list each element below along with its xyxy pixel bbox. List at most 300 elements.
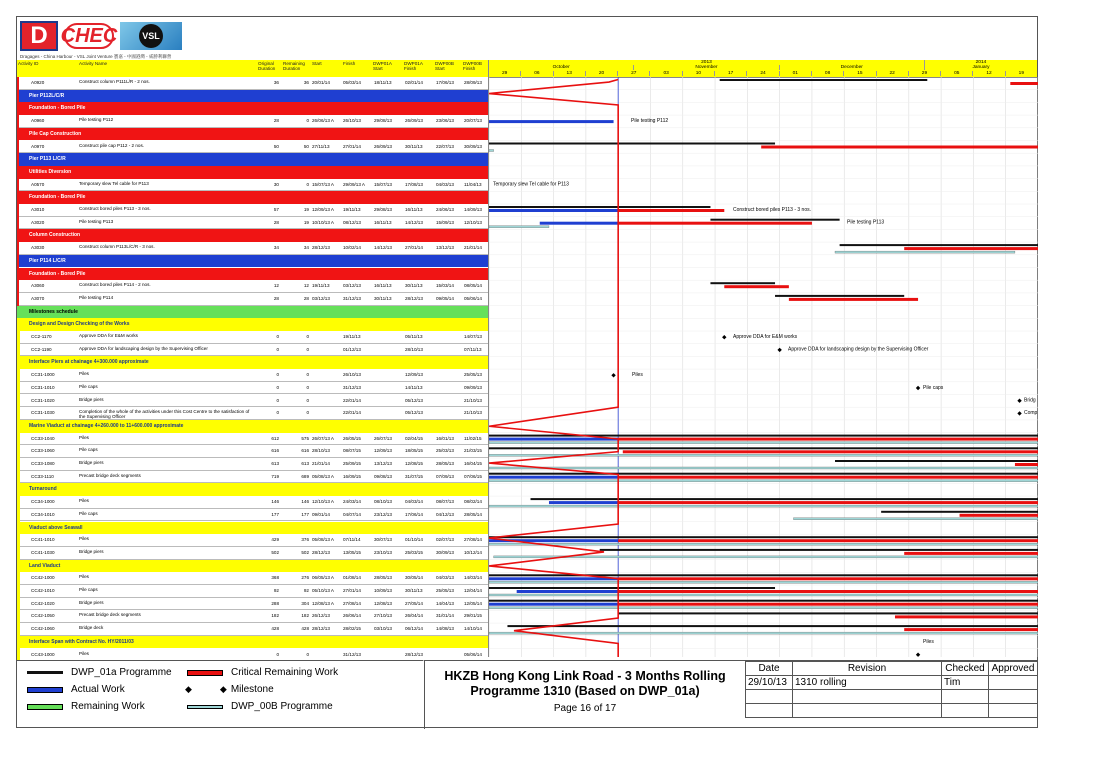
title-line-2: Programme 1310 (Based on DWP_01a) bbox=[470, 684, 700, 698]
cell-dwp00b-finish: 21/01/14 bbox=[464, 245, 482, 251]
cell-start-date: 05/10/13 A bbox=[312, 588, 334, 593]
group-header-label: Pier P113 L/C/R bbox=[29, 156, 66, 163]
cell-dwp01a-finish: 28/10/13 bbox=[405, 346, 423, 352]
cell-original-duration: 182 bbox=[271, 613, 279, 619]
table-row bbox=[17, 572, 488, 585]
cell-activity-id: CC31-1000 bbox=[31, 372, 55, 378]
actual-work-bar bbox=[540, 222, 618, 225]
cell-activity-name: Piles bbox=[79, 536, 89, 542]
cell-start-date: 21/01/14 bbox=[312, 461, 330, 466]
table-row bbox=[17, 242, 488, 255]
timeline-week: 08 bbox=[811, 71, 843, 76]
cell-dwp01a-start: 26/09/13 bbox=[374, 143, 392, 149]
cell-activity-id: CC33-1080 bbox=[31, 461, 55, 466]
cell-activity-id: CC42-1010 bbox=[31, 588, 55, 593]
cell-remaining-duration: 376 bbox=[301, 537, 309, 543]
table-row bbox=[17, 204, 488, 217]
timeline-week: 29 bbox=[488, 71, 520, 76]
critical-work-bar bbox=[960, 514, 1038, 517]
table-row bbox=[17, 280, 488, 293]
gantt-label: Construct bored piles P113 - 3 nos. bbox=[733, 207, 812, 213]
cell-dwp00b-start: 13/12/13 bbox=[436, 245, 454, 251]
rev-empty-cell bbox=[942, 690, 989, 704]
cell-finish-date: 08/07/15 bbox=[343, 448, 361, 454]
cell-remaining-duration: 0 bbox=[306, 384, 309, 390]
cell-dwp00b-finish: 08/02/14 bbox=[464, 499, 482, 505]
cell-remaining-duration: 34 bbox=[303, 245, 309, 251]
cell-finish-date: 27/01/14 bbox=[343, 143, 361, 149]
cell-activity-name: Bridge piers bbox=[79, 396, 104, 402]
cell-original-duration: 719 bbox=[271, 473, 279, 479]
cell-start-date: 20/01/14 bbox=[312, 80, 330, 85]
cell-dwp01a-finish: 14/12/13 bbox=[405, 219, 423, 225]
legend-critical bbox=[187, 667, 338, 678]
legend-actual-swatch bbox=[27, 687, 63, 693]
group-header-label: Milestones schedule bbox=[29, 308, 78, 315]
col-activity-name: Activity Name bbox=[79, 61, 108, 66]
cell-remaining-duration: 0 bbox=[306, 410, 309, 416]
group-header-label: Column Construction bbox=[29, 232, 81, 239]
cell-original-duration: 50 bbox=[273, 143, 279, 149]
cell-activity-name: Piles bbox=[79, 498, 89, 504]
critical-work-bar bbox=[618, 603, 1038, 606]
table-row bbox=[17, 623, 488, 636]
cell-finish-date: 27/08/14 bbox=[343, 600, 361, 606]
critical-work-bar bbox=[1015, 463, 1038, 466]
cell-dwp01a-start: 10/09/13 bbox=[374, 588, 392, 593]
cell-dwp01a-finish: 02/04/15 bbox=[405, 435, 423, 441]
cell-start-date: 05/08/13 A bbox=[312, 473, 334, 479]
cell-finish-date: 22/01/14 bbox=[343, 410, 361, 416]
cell-activity-name: Pile testing P113 bbox=[79, 218, 114, 224]
table-row bbox=[17, 407, 488, 420]
cell-original-duration: 0 bbox=[276, 397, 279, 403]
cell-dwp01a-start: 09/08/13 bbox=[374, 473, 392, 479]
cell-dwp00b-start: 09/05/14 bbox=[436, 295, 454, 301]
milestone-marker bbox=[611, 373, 615, 377]
cell-dwp01a-finish: 05/12/13 bbox=[405, 397, 423, 403]
group-header-label: Pile Cap Construction bbox=[29, 130, 82, 137]
group-header-row bbox=[17, 522, 488, 535]
rev-empty-cell bbox=[793, 690, 942, 704]
cell-activity-id: A3010 bbox=[31, 207, 45, 212]
cell-activity-id: A0920 bbox=[31, 80, 45, 85]
group-header-row bbox=[17, 90, 488, 103]
actual-work-bar bbox=[489, 209, 618, 212]
cell-original-duration: 146 bbox=[271, 499, 279, 505]
table-row bbox=[17, 585, 488, 598]
cell-original-duration: 177 bbox=[271, 511, 279, 517]
cell-original-duration: 0 bbox=[276, 334, 279, 339]
cell-dwp00b-start: 07/09/13 bbox=[436, 473, 454, 479]
rev-empty-cell bbox=[746, 690, 793, 704]
cell-finish-date: 05/03/14 bbox=[343, 80, 361, 85]
cell-remaining-duration: 19 bbox=[303, 207, 309, 212]
cell-finish-date: 07/11/14 bbox=[343, 537, 361, 543]
col-dwp01a-start: DWP01A Start bbox=[373, 61, 392, 71]
table-row bbox=[17, 445, 488, 458]
cell-activity-name: Bridge deck bbox=[79, 625, 104, 631]
cell-dwp01a-finish: 18/05/15 bbox=[405, 448, 423, 454]
dwp00b-bar bbox=[489, 480, 1038, 482]
cell-dwp01a-finish: 27/05/14 bbox=[405, 600, 423, 606]
cell-activity-id: CC43-1000 bbox=[31, 651, 55, 657]
rev-revision: 1310 rolling bbox=[793, 676, 942, 690]
cell-finish-date: 29/09/13 A bbox=[343, 181, 365, 187]
cell-activity-id: A3060 bbox=[31, 283, 45, 289]
milestone-marker bbox=[916, 653, 920, 657]
cell-finish-date: 26/10/13 bbox=[343, 118, 361, 124]
dwp01a-bar bbox=[489, 447, 1038, 449]
cell-activity-id: CC2-1170 bbox=[31, 334, 52, 339]
actual-work-bar bbox=[549, 501, 618, 504]
cell-original-duration: 428 bbox=[271, 626, 279, 632]
gantt-label: Pile testing P113 bbox=[847, 219, 885, 226]
cell-start-date: 28/10/13 bbox=[312, 448, 330, 454]
cell-activity-id: A3070 bbox=[31, 295, 45, 301]
group-header-row bbox=[17, 102, 488, 115]
cell-original-duration: 28 bbox=[273, 219, 279, 225]
table-row bbox=[17, 179, 488, 192]
timeline-week: 27 bbox=[617, 71, 649, 76]
legend-milestone-label: Milestone bbox=[230, 684, 274, 695]
cell-finish-date: 24/03/14 bbox=[343, 499, 361, 505]
cell-activity-id: CC31-1010 bbox=[31, 384, 55, 390]
cell-original-duration: 12 bbox=[273, 283, 279, 289]
cell-dwp00b-finish: 21/03/15 bbox=[464, 448, 482, 454]
dwp00b-bar bbox=[489, 467, 1038, 469]
cell-remaining-duration: 177 bbox=[301, 511, 309, 517]
timeline-week: 12 bbox=[972, 71, 1004, 76]
cell-activity-name: Pile caps bbox=[79, 510, 98, 516]
dwp01a-bar bbox=[775, 295, 904, 297]
cell-activity-name: Construct bored piles P113 - 3 nos. bbox=[79, 206, 151, 211]
cell-dwp01a-finish: 17/06/14 bbox=[405, 511, 423, 517]
cell-remaining-duration: 502 bbox=[301, 549, 309, 555]
gantt-label: Pile testing P112 bbox=[631, 118, 669, 125]
cell-activity-name: Piles bbox=[79, 434, 89, 440]
cell-dwp00b-finish: 25/05/13 bbox=[464, 372, 482, 378]
cell-dwp01a-finish: 30/11/13 bbox=[405, 143, 423, 149]
col-original-duration: Original Duration bbox=[258, 61, 276, 71]
page-number: Page 16 of 17 bbox=[553, 703, 617, 714]
group-header-row bbox=[17, 483, 488, 496]
cell-dwp00b-start: 28/05/13 bbox=[436, 461, 454, 466]
cell-start-date: 26/06/13 A bbox=[312, 118, 334, 124]
dwp01a-bar bbox=[489, 536, 1038, 538]
cell-finish-date: 26/05/15 bbox=[343, 435, 361, 441]
table-row bbox=[17, 598, 488, 611]
actual-work-bar bbox=[489, 476, 618, 479]
timeline-week: 17 bbox=[714, 71, 746, 76]
col-start: Start bbox=[312, 61, 322, 66]
table-row bbox=[17, 610, 488, 623]
cell-finish-date: 31/12/13 bbox=[343, 651, 361, 657]
timeline-month: January bbox=[924, 65, 1037, 70]
cell-activity-name: Pile caps bbox=[79, 447, 98, 453]
cell-dwp00b-start: 08/07/13 bbox=[436, 499, 454, 505]
milestone-marker bbox=[722, 335, 726, 339]
table-row bbox=[17, 547, 488, 560]
table-header bbox=[17, 60, 488, 78]
dwp00b-bar bbox=[793, 518, 1038, 520]
cell-original-duration: 616 bbox=[271, 448, 279, 454]
cell-start-date: 06/05/13 A bbox=[312, 575, 334, 581]
cell-dwp01a-start: 29/08/13 bbox=[374, 207, 392, 212]
table-row bbox=[17, 471, 488, 484]
dwp00b-bar bbox=[489, 442, 1038, 444]
cell-dwp01a-start: 18/11/13 bbox=[374, 80, 392, 85]
group-header-label: Turnaround bbox=[29, 486, 57, 493]
cell-dwp01a-finish: 04/03/14 bbox=[405, 499, 423, 505]
cell-dwp00b-finish: 07/11/13 bbox=[464, 346, 482, 352]
cell-dwp00b-finish: 27/08/14 bbox=[464, 537, 482, 543]
cell-dwp01a-start: 16/11/13 bbox=[374, 219, 392, 225]
critical-work-bar bbox=[618, 577, 1038, 580]
joint-venture-text: Dragages - China Harbour - VSL Joint Venture 寶嘉 - 中國港灣 - 威勝利聯營 bbox=[20, 54, 172, 59]
cell-activity-id: A0570 bbox=[31, 181, 45, 187]
cell-activity-name: Pile caps bbox=[79, 587, 98, 592]
cell-start-date: 28/12/13 bbox=[312, 549, 330, 555]
cell-original-duration: 0 bbox=[276, 651, 279, 657]
cell-activity-name: Bridge piers bbox=[79, 460, 104, 465]
milestone-marker bbox=[916, 386, 920, 390]
cell-start-date: 12/10/13 A bbox=[312, 499, 334, 505]
group-header-label: Foundation - Bored Pile bbox=[29, 270, 86, 277]
cell-dwp01a-start: 08/10/13 bbox=[374, 499, 392, 505]
cell-original-duration: 36 bbox=[273, 80, 279, 85]
cell-activity-name: Pile testing P112 bbox=[79, 117, 114, 123]
table-row bbox=[17, 141, 488, 154]
legend-actual-label: Actual Work bbox=[71, 684, 125, 695]
critical-work-bar bbox=[618, 590, 1038, 593]
cell-remaining-duration: 146 bbox=[301, 499, 309, 505]
cell-dwp01a-finish: 14/11/13 bbox=[405, 384, 423, 390]
gantt-label: Temporary slew Tel cable for P113 bbox=[493, 181, 569, 188]
table-row bbox=[17, 369, 488, 382]
cell-activity-id: CC41-1030 bbox=[31, 549, 55, 555]
cell-original-duration: 28 bbox=[273, 295, 279, 301]
cell-dwp01a-finish: 25/03/15 bbox=[405, 549, 423, 555]
timeline-week: 20 bbox=[585, 71, 617, 76]
critical-work-bar bbox=[904, 628, 1038, 631]
cell-dwp00b-start: 02/07/13 bbox=[436, 537, 454, 543]
timeline-year: 2013 bbox=[488, 60, 924, 65]
table-row bbox=[17, 77, 488, 90]
cell-remaining-duration: 182 bbox=[301, 613, 309, 619]
cell-activity-id: CC42-1050 bbox=[31, 613, 55, 619]
dwp00b-bar bbox=[835, 251, 1015, 253]
cell-dwp01a-finish: 27/01/14 bbox=[405, 245, 423, 251]
cell-remaining-duration: 689 bbox=[301, 473, 309, 479]
cell-remaining-duration: 92 bbox=[303, 588, 309, 593]
rev-empty-cell bbox=[989, 704, 1038, 718]
cell-original-duration: 0 bbox=[276, 384, 279, 390]
col-activity-id: Activity ID bbox=[18, 61, 39, 66]
rev-header-revision: Revision bbox=[793, 662, 942, 676]
rev-header-approved: Approved bbox=[989, 662, 1038, 676]
cell-original-duration: 0 bbox=[276, 410, 279, 416]
cell-dwp00b-finish: 07/06/15 bbox=[464, 473, 482, 479]
cell-dwp01a-finish: 12/09/13 bbox=[405, 372, 423, 378]
cell-start-date: 26/12/13 bbox=[312, 613, 330, 619]
cell-finish-date: 26/06/14 bbox=[343, 613, 361, 619]
cell-remaining-duration: 613 bbox=[301, 461, 309, 466]
critical-work-bar bbox=[618, 476, 1038, 479]
critical-work-bar bbox=[761, 146, 1038, 149]
critical-work-bar bbox=[904, 247, 1038, 250]
actual-work-bar bbox=[517, 590, 618, 593]
legend-milestone bbox=[185, 684, 274, 695]
timeline-week: 03 bbox=[649, 71, 681, 76]
cell-activity-id: A3030 bbox=[31, 245, 45, 251]
cell-dwp00b-finish: 11/02/15 bbox=[464, 435, 482, 441]
group-header-row bbox=[17, 166, 488, 179]
cell-dwp00b-finish: 11/04/13 bbox=[464, 181, 482, 187]
milestone-diamond-icon-2: ◆ bbox=[219, 684, 227, 694]
dwp00b-bar bbox=[489, 543, 1038, 545]
cell-original-duration: 34 bbox=[273, 245, 279, 251]
cell-remaining-duration: 304 bbox=[301, 600, 309, 606]
cell-remaining-duration: 0 bbox=[306, 118, 309, 124]
timeline-week: 29 bbox=[908, 71, 940, 76]
cell-activity-id: A0970 bbox=[31, 143, 45, 149]
critical-work-bar bbox=[618, 209, 724, 212]
group-header-row bbox=[17, 128, 488, 141]
gantt-label: Bridg bbox=[1024, 397, 1036, 404]
cell-dwp01a-start: 03/10/13 bbox=[374, 626, 392, 632]
cell-activity-name: Approve DDA for landscaping design by the Supervising Officer bbox=[79, 345, 208, 351]
cell-start-date: 19/11/13 bbox=[312, 283, 330, 289]
cell-remaining-duration: 28 bbox=[303, 295, 309, 301]
legend-remaining bbox=[27, 701, 145, 712]
legend bbox=[17, 660, 423, 729]
cell-dwp00b-finish: 14/03/14 bbox=[464, 575, 482, 581]
cell-finish-date: 01/12/13 bbox=[343, 346, 361, 352]
timeline-week: 15 bbox=[843, 71, 875, 76]
cell-remaining-duration: 616 bbox=[301, 448, 309, 454]
cell-activity-id: CC33-1040 bbox=[31, 435, 55, 441]
table-row bbox=[17, 382, 488, 395]
cell-activity-id: CC41-1010 bbox=[31, 537, 55, 543]
cell-dwp00b-finish: 12/10/13 bbox=[464, 219, 482, 225]
cell-dwp01a-start: 30/07/13 bbox=[374, 537, 392, 543]
cell-dwp00b-finish: 20/07/13 bbox=[464, 118, 482, 124]
cell-dwp00b-start: 24/06/13 bbox=[436, 207, 454, 212]
cell-start-date: 05/08/13 A bbox=[312, 537, 334, 543]
table-row bbox=[17, 395, 488, 408]
revision-table bbox=[745, 660, 1038, 729]
timeline-week: 06 bbox=[520, 71, 552, 76]
cell-start-date: 12/09/13 A bbox=[312, 207, 334, 212]
title-line-1: HKZB Hong Kong Link Road - 3 Months Rolling bbox=[444, 669, 726, 683]
cell-dwp01a-start: 28/05/13 bbox=[374, 575, 392, 581]
cell-dwp00b-finish: 14/09/13 bbox=[464, 207, 482, 212]
cell-start-date: 28/12/13 bbox=[312, 626, 330, 632]
group-header-row bbox=[17, 255, 488, 268]
cell-activity-id: CC42-1000 bbox=[31, 575, 55, 581]
cell-dwp01a-start: 13/12/13 bbox=[374, 461, 392, 466]
timeline-month: October bbox=[488, 65, 633, 70]
group-header-row bbox=[17, 268, 488, 281]
cell-activity-name: Temporary slew Tel cable for P113 bbox=[79, 180, 149, 186]
table-row bbox=[17, 293, 488, 306]
cell-activity-name: Precast bridge deck segments bbox=[79, 612, 141, 618]
critical-work-bar bbox=[1010, 82, 1038, 85]
cell-dwp00b-start: 04/03/13 bbox=[436, 181, 454, 187]
timeline-month: December bbox=[779, 65, 924, 70]
dwp01a-bar bbox=[507, 625, 1038, 627]
title-block bbox=[424, 660, 745, 729]
timeline-week: 19 bbox=[1005, 71, 1037, 76]
cell-original-duration: 57 bbox=[273, 207, 279, 212]
dwp01a-bar bbox=[881, 511, 1038, 513]
cell-activity-name: Completion of the whole of the activities under this Cost Centre to the satisfaction of the Supervising Officer bbox=[79, 409, 250, 420]
gantt-chart bbox=[488, 60, 1038, 657]
cell-dwp00b-finish: 28/09/13 bbox=[464, 80, 482, 85]
cell-finish-date: 19/11/13 bbox=[343, 334, 361, 339]
cell-original-duration: 368 bbox=[271, 575, 279, 581]
legend-dwp01a-label: DWP_01a Programme bbox=[71, 667, 172, 678]
cell-dwp01a-start: 12/08/13 bbox=[374, 600, 392, 606]
gantt-label: Approve DDA for E&M works bbox=[733, 334, 798, 340]
legend-actual bbox=[27, 684, 125, 695]
dwp00b-bar bbox=[489, 226, 549, 228]
cell-dwp00b-finish: 21/10/13 bbox=[464, 397, 482, 403]
rev-header-checked: Checked bbox=[942, 662, 989, 676]
chec-logo: CHEC bbox=[64, 23, 114, 49]
cell-dwp01a-finish: 06/12/14 bbox=[405, 626, 423, 632]
cell-dwp01a-finish: 31/07/15 bbox=[405, 473, 423, 479]
cell-remaining-duration: 0 bbox=[306, 651, 309, 657]
dwp00b-bar bbox=[489, 150, 494, 152]
cell-dwp00b-start: 23/06/13 bbox=[436, 118, 454, 124]
timeline-year: 2014 bbox=[924, 60, 1037, 65]
cell-dwp01a-finish: 30/11/13 bbox=[405, 283, 423, 289]
group-header-label: Pier P114 L/C/R bbox=[29, 257, 66, 264]
actual-work-bar bbox=[489, 120, 614, 123]
cell-finish-date: 27/01/14 bbox=[343, 588, 361, 593]
rev-checked: Tim bbox=[942, 676, 989, 690]
group-header-row bbox=[17, 318, 488, 331]
cell-remaining-duration: 0 bbox=[306, 334, 309, 339]
cell-dwp01a-finish: 16/11/13 bbox=[405, 207, 423, 212]
table-row bbox=[17, 115, 488, 128]
cell-dwp01a-start: 23/10/13 bbox=[374, 549, 392, 555]
timeline-week: 22 bbox=[876, 71, 908, 76]
milestone-marker bbox=[777, 348, 781, 352]
cell-dwp01a-finish: 02/01/14 bbox=[405, 80, 423, 85]
critical-work-bar bbox=[724, 285, 789, 288]
dwp01a-bar bbox=[531, 498, 1038, 500]
cell-dwp00b-finish: 21/10/13 bbox=[464, 410, 482, 416]
legend-critical-swatch bbox=[187, 670, 223, 676]
table-row bbox=[17, 458, 488, 471]
cell-dwp00b-start: 30/09/13 bbox=[436, 549, 454, 555]
group-header-row bbox=[17, 636, 488, 649]
cell-finish-date: 19/11/13 bbox=[343, 207, 361, 212]
rev-header-date: Date bbox=[746, 662, 793, 676]
dwp01a-bar bbox=[835, 460, 1038, 462]
cell-dwp00b-finish: 12/05/14 bbox=[464, 600, 482, 606]
critical-work-bar bbox=[623, 450, 1038, 453]
cell-activity-id: A0960 bbox=[31, 118, 45, 124]
cell-original-duration: 613 bbox=[271, 461, 279, 466]
cell-dwp01a-start: 14/12/13 bbox=[374, 245, 392, 251]
critical-work-bar bbox=[618, 539, 1038, 542]
group-header-row bbox=[17, 153, 488, 166]
cell-dwp00b-start: 25/05/13 bbox=[436, 588, 454, 593]
